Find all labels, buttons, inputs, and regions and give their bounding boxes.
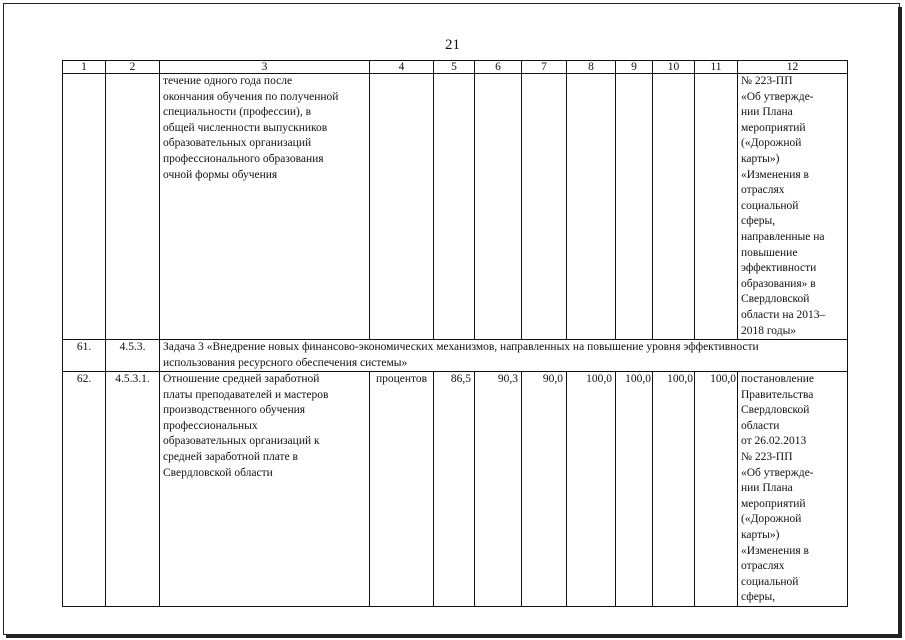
text-line: («Дорожной	[741, 513, 802, 526]
text-line: общей численности выпускников	[163, 121, 328, 134]
cell-value: 100,0	[695, 372, 738, 607]
text-line: № 223-ПП	[741, 451, 793, 464]
cell-empty	[475, 74, 522, 340]
header-cell: 1	[63, 61, 106, 74]
table-row-62	[63, 372, 848, 607]
text-line: профессионального образования	[163, 152, 324, 165]
cell-empty	[567, 74, 616, 340]
text-line: постановление	[741, 373, 815, 386]
text-line: области на 2013–	[741, 308, 826, 321]
header-cell: 2	[106, 61, 160, 74]
cell-empty	[370, 74, 434, 340]
text-line: Правительства	[741, 388, 814, 401]
text-line: платы преподавателей и мастеров	[163, 388, 329, 401]
text-line: Задача 3 «Внедрение новых финансово-экономических механизмов, направленных на повышение уровня эффективности	[163, 341, 759, 354]
header-cell: 4	[370, 61, 434, 74]
header-cell: 7	[522, 61, 567, 74]
cell-value: 90,3	[475, 372, 522, 607]
text-line: нии Плана	[741, 482, 793, 495]
text-line: сферы,	[741, 591, 776, 604]
text-line: от 26.02.2013	[741, 435, 807, 448]
text-line: средней заработной плате в	[163, 451, 298, 464]
text-line: Свердловской	[741, 293, 810, 306]
page-frame-shadow-bottom	[6, 634, 901, 638]
cell-empty	[616, 74, 653, 340]
cell-code-empty	[106, 74, 160, 340]
text-line: № 223-ПП	[741, 75, 793, 87]
cell-empty	[653, 74, 695, 340]
cell-value: 86,5	[434, 372, 475, 607]
text-line: карты»)	[741, 152, 780, 165]
page-frame-shadow-right	[898, 7, 902, 638]
text-line: окончания обучения по полученной	[163, 90, 339, 103]
table-row-61	[63, 340, 848, 372]
row-code: 4.5.3.1.	[106, 372, 160, 607]
cell-basis-continued	[738, 74, 848, 340]
text-line: профессиональных	[163, 419, 258, 432]
cell-value: 100,0	[616, 372, 653, 607]
text-line: направленные на	[741, 230, 825, 243]
table-header-row	[63, 61, 848, 74]
cell-num-empty	[63, 74, 106, 340]
header-cell: 11	[695, 61, 738, 74]
text-line: использования ресурсного обеспечения системы»	[163, 356, 408, 369]
table-row-continued	[63, 74, 848, 340]
header-cell: 6	[475, 61, 522, 74]
cell-basis	[738, 372, 848, 607]
cell-indicator-continued	[160, 74, 370, 340]
text-line: отраслях	[741, 560, 785, 573]
text-line: отраслях	[741, 184, 785, 197]
plan-table	[62, 60, 848, 607]
text-line: «Изменения в	[741, 544, 809, 557]
text-line: Свердловской области	[163, 466, 273, 479]
text-line: 2018 годы»	[741, 324, 797, 337]
row-number: 62.	[63, 372, 106, 607]
header-cell: 10	[653, 61, 695, 74]
text-line: образовательных организаций	[163, 137, 312, 150]
cell-value: 90,0	[522, 372, 567, 607]
text-line: социальной	[741, 575, 799, 588]
cell-value: 100,0	[567, 372, 616, 607]
text-line: эффективности	[741, 262, 817, 275]
text-line: образования» в	[741, 277, 816, 290]
cell-empty	[695, 74, 738, 340]
header-cell: 8	[567, 61, 616, 74]
header-cell: 9	[616, 61, 653, 74]
text-line: течение одного года после	[163, 75, 293, 87]
text-line: «Изменения в	[741, 168, 809, 181]
row-number: 61.	[63, 340, 106, 372]
cell-empty	[434, 74, 475, 340]
text-line: мероприятий	[741, 121, 806, 134]
text-line: мероприятий	[741, 497, 806, 510]
text-line: области	[741, 419, 780, 432]
page-number: 21	[445, 37, 460, 53]
text-line: нии Плана	[741, 106, 793, 119]
task-title	[160, 340, 848, 372]
text-line: очной формы обучения	[163, 168, 278, 181]
text-line: повышение	[741, 246, 798, 259]
text-line: карты»)	[741, 529, 780, 542]
text-line: («Дорожной	[741, 137, 802, 150]
cell-empty	[522, 74, 567, 340]
header-cell: 5	[434, 61, 475, 74]
text-line: Отношение средней заработной	[163, 373, 320, 386]
text-line: сферы,	[741, 215, 776, 228]
text-line: Свердловской	[741, 404, 810, 417]
text-line: специальности (профессии), в	[163, 106, 312, 119]
header-cell: 12	[738, 61, 848, 74]
text-line: производственного обучения	[163, 404, 306, 417]
cell-unit: процентов	[370, 372, 434, 607]
cell-value: 100,0	[653, 372, 695, 607]
text-line: социальной	[741, 199, 799, 212]
text-line: «Об утвержде-	[741, 90, 814, 103]
text-line: образовательных организаций к	[163, 435, 320, 448]
text-line: «Об утвержде-	[741, 466, 814, 479]
cell-indicator	[160, 372, 370, 607]
row-code: 4.5.3.	[106, 340, 160, 372]
header-cell: 3	[160, 61, 370, 74]
